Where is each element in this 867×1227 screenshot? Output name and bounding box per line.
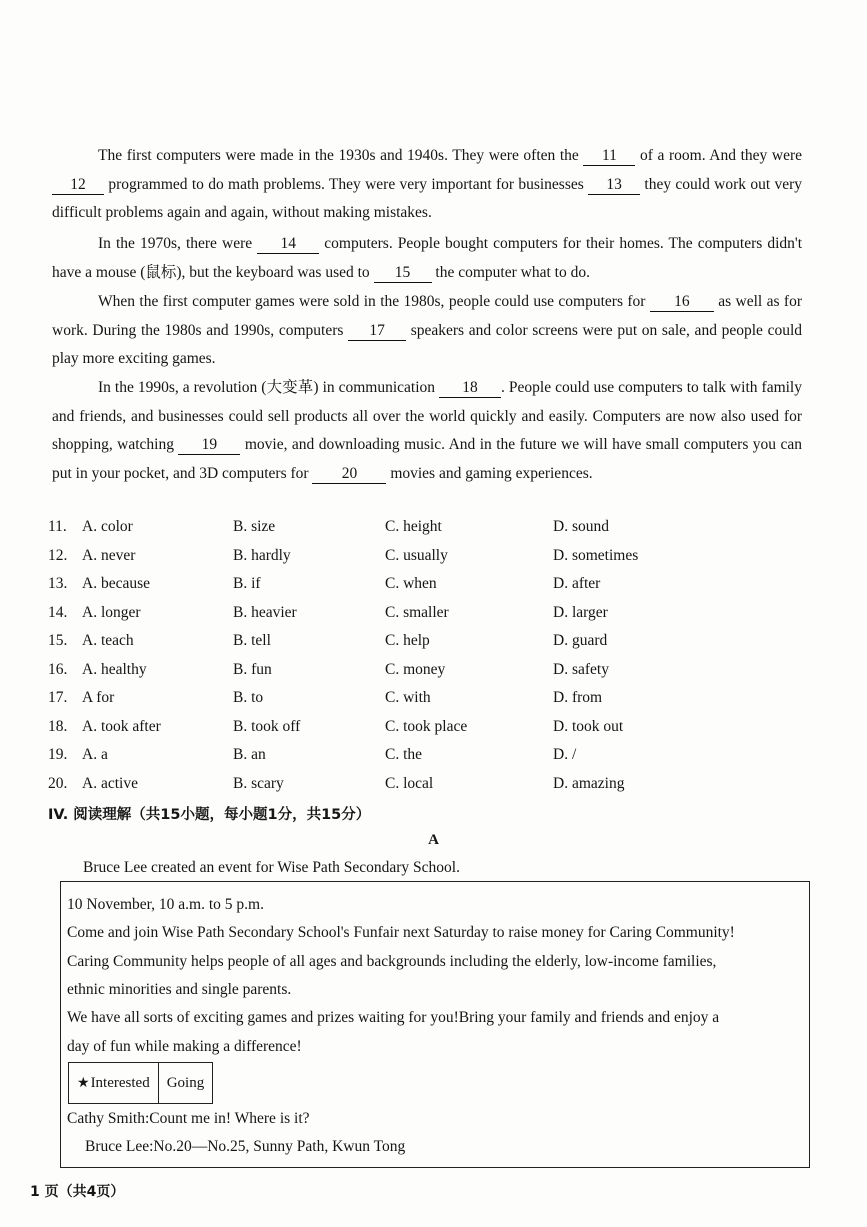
option-a[interactable]: A. active bbox=[82, 774, 138, 792]
blank-20[interactable]: 20 bbox=[312, 465, 386, 484]
passage-paragraph-4 bbox=[52, 374, 802, 489]
page-footer: 1 页（共4页） bbox=[30, 1184, 125, 1200]
question-number: 11. bbox=[48, 518, 67, 535]
question-row bbox=[0, 518, 867, 546]
option-c[interactable]: C. the bbox=[385, 746, 423, 763]
question-row bbox=[0, 661, 867, 689]
blank-14[interactable]: 14 bbox=[257, 235, 319, 254]
p1-text-3: programmed to do math problems. They were very important for businesses bbox=[104, 175, 589, 193]
question-row bbox=[0, 547, 867, 575]
blank-18[interactable]: 18 bbox=[439, 379, 501, 398]
option-a[interactable]: A. took after bbox=[82, 717, 161, 735]
option-a[interactable]: A. because bbox=[82, 575, 150, 592]
option-a[interactable]: A for bbox=[82, 689, 115, 706]
p4-text-2: . People could use computers to talk with family and friends, and businesses could sell products all over the world quickly and easily. Computers are now also used for shopping, watching bbox=[52, 379, 802, 454]
p4-text-4: movies and gaming experiences. bbox=[386, 465, 593, 483]
interested-label: Interested bbox=[90, 1074, 150, 1091]
option-c[interactable]: C. money bbox=[385, 660, 446, 678]
blank-19[interactable]: 19 bbox=[178, 436, 240, 455]
p3-text-1: When the first computer games were sold in the 1980s, people could use computers for bbox=[98, 293, 650, 310]
option-d[interactable]: D. sometimes bbox=[553, 546, 639, 564]
question-number: 14. bbox=[48, 603, 68, 621]
option-d[interactable]: D. took out bbox=[553, 717, 624, 735]
passage-paragraph-2 bbox=[52, 230, 802, 287]
section-heading: IV. 阅读理解（共15小题，每小题1分，共15分） bbox=[48, 807, 371, 823]
option-b[interactable]: B. heavier bbox=[233, 603, 297, 621]
question-number: 15. bbox=[48, 632, 68, 649]
option-c[interactable]: C. took place bbox=[385, 717, 468, 735]
question-row bbox=[0, 746, 867, 774]
option-d[interactable]: D. larger bbox=[553, 603, 608, 621]
event-date: 10 November, 10 a.m. to 5 p.m. bbox=[67, 896, 264, 913]
section-intro: Bruce Lee created an event for Wise Path Secondary School. bbox=[83, 859, 460, 876]
option-b[interactable]: B. if bbox=[233, 575, 261, 592]
event-line-1: Come and join Wise Path Secondary School's Funfair next Saturday to raise money for Caring Community! bbox=[67, 924, 735, 941]
blank-16[interactable]: 16 bbox=[650, 293, 714, 312]
event-line-4: We have all sorts of exciting games and prizes waiting for you!Bring your family and friends and enjoy a bbox=[67, 1009, 720, 1026]
event-response-buttons bbox=[68, 1062, 213, 1104]
p3-text-2: as well as for work. During the 1980s and 1990s, computers bbox=[52, 293, 802, 339]
p4-text-3: movie, and downloading music. And in the future we will have small computers you can put in your pocket, and 3D computers for bbox=[52, 436, 802, 483]
question-number: 17. bbox=[48, 689, 68, 706]
blank-11[interactable]: 11 bbox=[583, 147, 635, 166]
p3-text-3: speakers and color screens were put on sale, and people could play more exciting games. bbox=[52, 321, 803, 368]
section-sub-heading: A bbox=[428, 832, 439, 848]
option-c[interactable]: C. smaller bbox=[385, 603, 449, 621]
comment-cathy: Cathy Smith:Count me in! Where is it? bbox=[67, 1110, 310, 1127]
passage-paragraph-3 bbox=[52, 288, 802, 374]
option-c[interactable]: C. with bbox=[385, 689, 431, 706]
interested-button[interactable] bbox=[69, 1063, 158, 1103]
question-number: 16. bbox=[48, 660, 68, 678]
question-row bbox=[0, 604, 867, 632]
blank-12[interactable]: 12 bbox=[52, 176, 104, 195]
option-b[interactable]: B. to bbox=[233, 689, 264, 706]
p1-text-2: of a room. And they were bbox=[635, 147, 802, 164]
passage-paragraph-1 bbox=[52, 142, 802, 228]
p2-text-3: the computer what to do. bbox=[431, 263, 590, 281]
option-c[interactable]: C. height bbox=[385, 518, 442, 535]
question-number: 19. bbox=[48, 746, 68, 763]
option-d[interactable]: D. after bbox=[553, 575, 601, 592]
event-post-box bbox=[60, 881, 810, 1168]
option-a[interactable]: A. longer bbox=[82, 603, 141, 621]
option-b[interactable]: B. scary bbox=[233, 774, 284, 792]
blank-13[interactable]: 13 bbox=[588, 176, 640, 195]
comment-bruce: Bruce Lee:No.20—No.25, Sunny Path, Kwun Tong bbox=[85, 1138, 406, 1155]
going-label: Going bbox=[166, 1074, 205, 1091]
question-number: 18. bbox=[48, 717, 68, 735]
option-b[interactable]: B. hardly bbox=[233, 546, 291, 564]
event-line-5: day of fun while making a difference! bbox=[67, 1038, 302, 1055]
option-d[interactable]: D. guard bbox=[553, 632, 608, 649]
question-row bbox=[0, 718, 867, 746]
going-button[interactable] bbox=[158, 1063, 213, 1103]
option-b[interactable]: B. took off bbox=[233, 717, 301, 735]
option-a[interactable]: A. a bbox=[82, 746, 108, 763]
blank-15[interactable]: 15 bbox=[374, 264, 432, 283]
question-row bbox=[0, 689, 867, 717]
option-c[interactable]: C. usually bbox=[385, 546, 448, 564]
p1-text-1: The first computers were made in the 1930s and 1940s. They were often the bbox=[98, 147, 584, 164]
option-c[interactable]: C. when bbox=[385, 575, 437, 592]
option-d[interactable]: D. sound bbox=[553, 518, 609, 535]
option-d[interactable]: D. / bbox=[553, 746, 577, 763]
p2-text-2: computers. People bought computers for their homes. The computers didn't have a mouse (鼠标), but the keyboard was used to bbox=[52, 235, 802, 281]
question-number: 13. bbox=[48, 575, 68, 592]
option-b[interactable]: B. tell bbox=[233, 632, 271, 649]
option-a[interactable]: A. never bbox=[82, 546, 136, 564]
question-row bbox=[0, 575, 867, 603]
star-icon: ★ bbox=[77, 1075, 90, 1091]
option-d[interactable]: D. amazing bbox=[553, 774, 625, 792]
option-c[interactable]: C. local bbox=[385, 774, 434, 792]
option-b[interactable]: B. fun bbox=[233, 660, 272, 678]
event-line-3: ethnic minorities and single parents. bbox=[67, 981, 292, 998]
p1-text-4: they could work out very difficult problems again and again, without making mistakes. bbox=[52, 175, 803, 222]
option-d[interactable]: D. safety bbox=[553, 660, 609, 678]
option-b[interactable]: B. size bbox=[233, 518, 276, 535]
option-a[interactable]: A. color bbox=[82, 518, 133, 535]
option-b[interactable]: B. an bbox=[233, 746, 266, 763]
question-row bbox=[0, 775, 867, 803]
blank-17[interactable]: 17 bbox=[348, 322, 406, 341]
question-row bbox=[0, 632, 867, 660]
option-a[interactable]: A. teach bbox=[82, 632, 134, 649]
question-number: 20. bbox=[48, 774, 68, 792]
question-number: 12. bbox=[48, 546, 68, 564]
p4-text-1: In the 1990s, a revolution (大变革) in communication bbox=[98, 379, 440, 396]
option-c[interactable]: C. help bbox=[385, 632, 430, 649]
event-line-2: Caring Community helps people of all ages and backgrounds including the elderly, low-income families, bbox=[67, 953, 717, 970]
option-a[interactable]: A. healthy bbox=[82, 660, 147, 678]
option-d[interactable]: D. from bbox=[553, 689, 603, 706]
p2-text-1: In the 1970s, there were bbox=[98, 235, 258, 252]
